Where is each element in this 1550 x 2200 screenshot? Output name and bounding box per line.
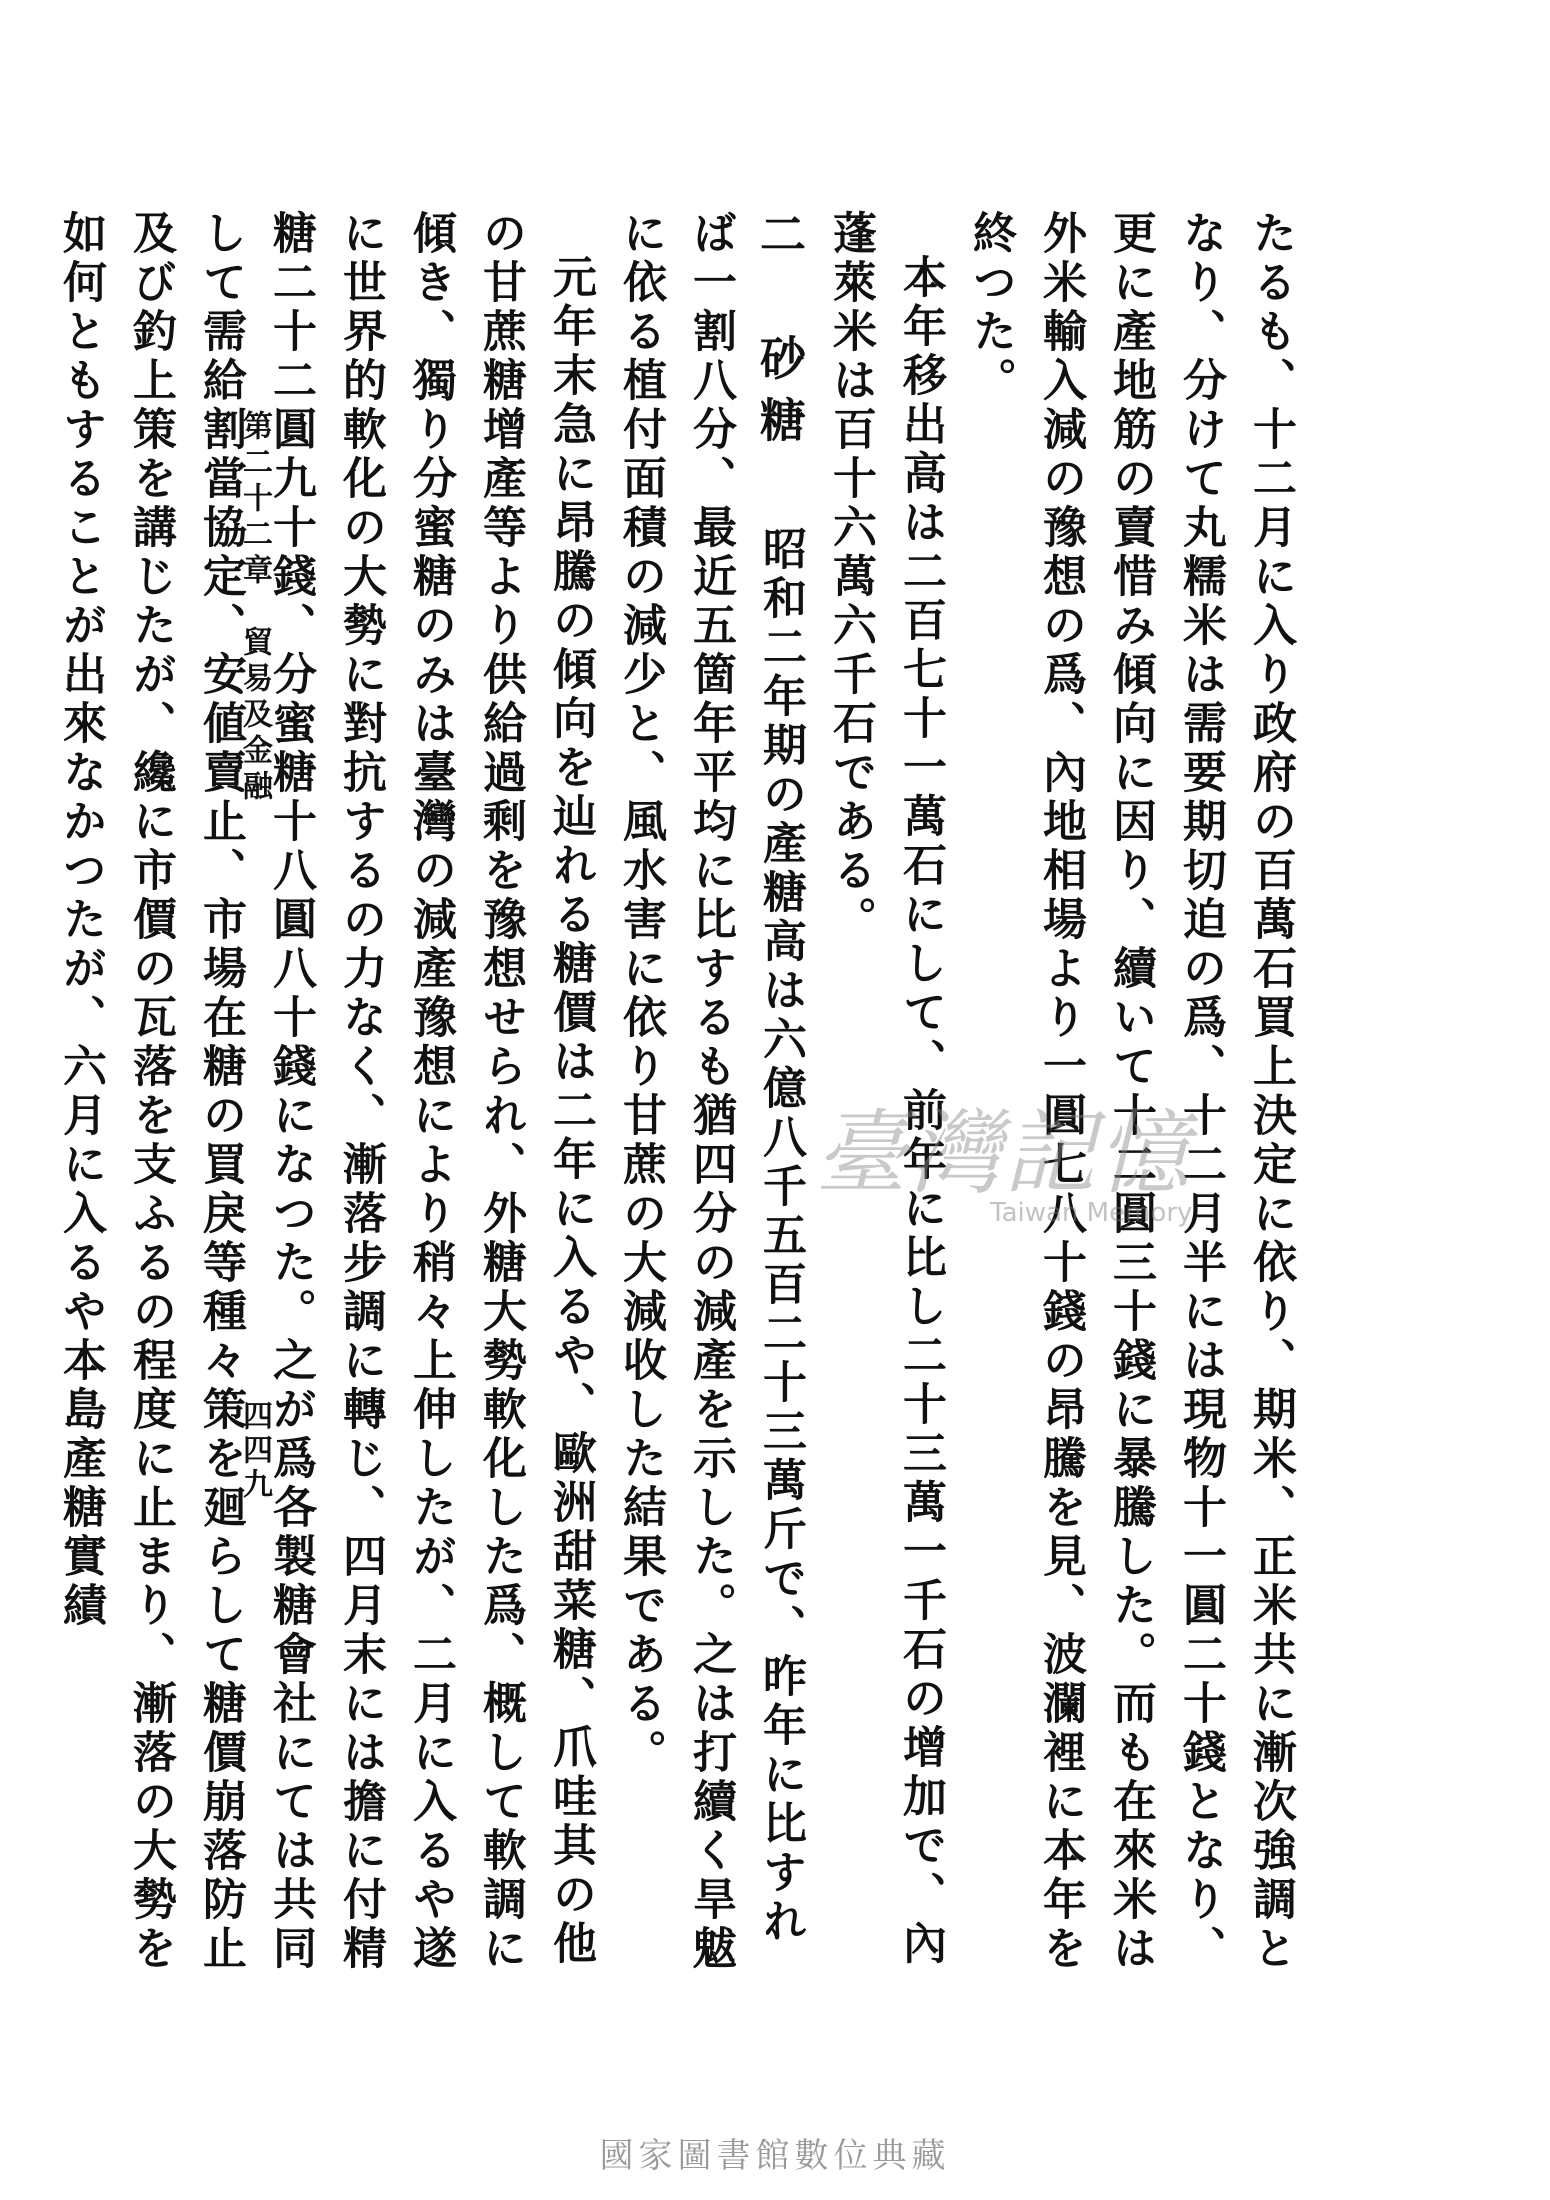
watermark-sub-text: Taiwan Memory (990, 1198, 1193, 1228)
paragraph-1: たるも、十二月に入り政府の百萬石買上決定に依り、期米、正米共に漸次強調となり、分けて丸糯米は需要期切迫の爲、十二月半には現物十一圓二十錢となり、更に產地筋の賣惜み傾向に因り、續いて十二圓三十錢に暴騰した。而も在來米は外米輸入減の豫想の爲、內地相場より一圓七八十錢の昂騰を見、波瀾裡に本年を終つた。 (965, 210, 1296, 1974)
page-number: 四四九 (237, 1400, 272, 1502)
paragraph-3 (605, 210, 815, 1990)
running-header: 第二十二章 貿易及金融 (237, 410, 272, 806)
paragraph-4: 元年末急に昂騰の傾向を辿れる糖價は二年に入るや、歐洲甜菜糖、爪哇其の他の甘蔗糖增產等より供給過剩を豫想せられ、外糖大勢軟化した爲、概して軟調に傾き、獨り分蜜糖のみは臺灣の減產豫想により稍々上伸したが、二月に入るや遂に世界的軟化の大勢に對抗するの力なく、漸落步調に轉じ、四月末には擔に付精糖二十二圓九十錢、分蜜糖十八圓八十錢になつた。之が爲各製糖會社にては共同して需給割當協定、安値賣止、市場在糖の買戾等種々策を廻らして糖價崩落防止及び釣上策を講じたが、纔に市價の瓦落を支ふるの程度に止まり、漸落の大勢を如何ともすることが出來なかつたが、六月に入るや本島產糖實績 (55, 210, 596, 1974)
paragraph-2: 本年移出高は二百七十一萬石にして、前年に比し二十三萬一千石の增加で、內蓬萊米は百十六萬六千石である。 (825, 210, 946, 1969)
body-text (55, 210, 1305, 1990)
section-heading-sugar: 二 砂糖 (753, 210, 807, 458)
footer-credit: 國家圖書館數位典藏 (599, 2136, 951, 2176)
paragraph-3-text: 昭和二年期の產糖高は六億八千五百二十三萬斤で、昨年に比すれば一割八分、最近五箇年平均に比するも猶四分の減產を示した。之は打續く旱魃に依る植付面積の減少と、風水害に依り甘蔗の大減收した結果である。 (615, 210, 806, 1974)
watermark-main-text: 臺灣記憶 (815, 1100, 1192, 1207)
